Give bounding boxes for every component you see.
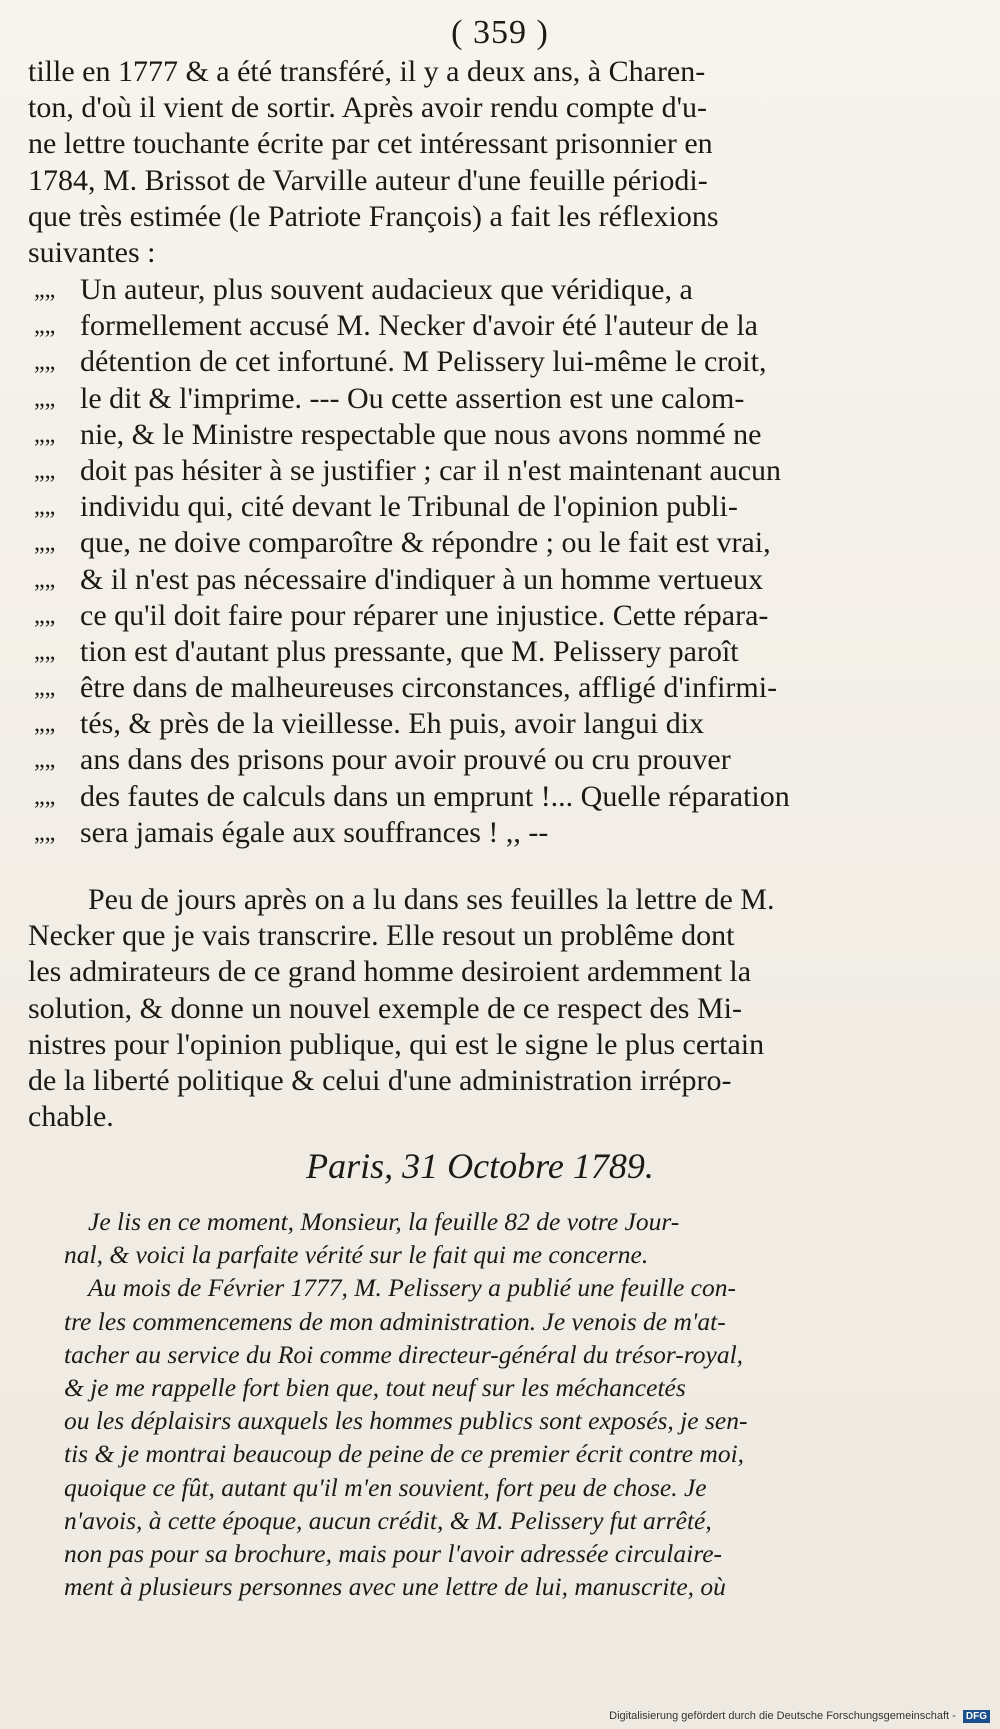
quote-line: „„ sera jamais égale aux souffrances ! ,, -- [28, 815, 952, 851]
quote-line: „„ individu qui, cité devant le Tribunal de l'opinion publi- [28, 489, 952, 525]
text-line: ne lettre touchante écrite par cet intéressant prisonnier en [28, 127, 713, 161]
letter-line: ment à plusieurs personnes avec une lettre de lui, manuscrite, où [64, 1572, 726, 1602]
quoted-reflection [28, 272, 952, 851]
text-line: chable. [28, 1100, 114, 1134]
intro-paragraph [28, 54, 952, 271]
text-line: 1784, M. Brissot de Varville auteur d'une feuille périodi- [28, 163, 708, 197]
quote-line: „„ & il n'est pas nécessaire d'indiquer à un homme vertueux [28, 562, 952, 598]
dfg-logo: DFG [963, 1710, 990, 1723]
text-line: de la liberté politique & celui d'une administration irrépro- [28, 1063, 732, 1097]
quote-line: „„ tion est d'autant plus pressante, que M. Pelissery paroît [28, 634, 952, 670]
text-line: les admirateurs de ce grand homme desiroient ardemment la [28, 955, 752, 989]
letter-line: Je lis en ce moment, Monsieur, la feuille 82 de votre Jour- [88, 1207, 680, 1236]
letter-line: Au mois de Février 1777, M. Pelissery a publié une feuille con- [88, 1273, 736, 1303]
text-line: Peu de jours après on a lu dans ses feuilles la lettre de M. [88, 883, 775, 916]
letter-line: nal, & voici la parfaite vérité sur le fait qui me concerne. [64, 1240, 649, 1270]
page-number: ( 359 ) [451, 14, 549, 51]
quote-line: „„ ans dans des prisons pour avoir prouvé ou cru prouver [28, 742, 952, 778]
text-line: nistres pour l'opinion publique, qui est le signe le plus certain [28, 1027, 765, 1061]
quote-line: „„ détention de cet infortuné. M Pelissery lui-même le croit, [28, 344, 952, 380]
after-paragraph [28, 882, 952, 1135]
quote-line: „„ être dans de malheureuses circonstances, affligé d'infirmi- [28, 670, 952, 706]
quote-line: „„ que, ne doive comparoître & répondre ; ou le fait est vrai, [28, 525, 952, 561]
quote-line: „„ le dit & l'imprime. --- Ou cette assertion est une calom- [28, 381, 952, 417]
digitization-credit [609, 1710, 990, 1723]
letter-line: tre les commencemens de mon administration. Je venois de m'at- [64, 1306, 726, 1336]
text-line: tille en 1777 & a été transféré, il y a deux ans, à Charen- [28, 55, 706, 88]
text-line: solution, & donne un nouvel exemple de ce respect des Mi- [28, 991, 742, 1025]
quote-line: „„ Un auteur, plus souvent audacieux que véridique, a [28, 272, 952, 308]
quote-line: „„ formellement accusé M. Necker d'avoir été l'auteur de la [28, 308, 952, 344]
text-line: ton, d'où il vient de sortir. Après avoir rendu compte d'u- [28, 91, 708, 125]
letter-line: & je me rappelle fort bien que, tout neuf sur les méchancetés [64, 1372, 686, 1402]
text-line: suivantes : [28, 235, 156, 269]
letter-line: tacher au service du Roi comme directeur-général du trésor-royal, [64, 1339, 744, 1369]
quote-line: „„ nie, & le Ministre respectable que nous avons nommé ne [28, 417, 952, 453]
text-line: Necker que je vais transcrire. Elle resout un problême dont [28, 919, 735, 953]
quote-line: „„ tés, & près de la vieillesse. Eh puis, avoir langui dix [28, 706, 952, 742]
letter-line: tis & je montrai beaucoup de peine de ce premier écrit contre moi, [64, 1439, 745, 1469]
quote-line: „„ ce qu'il doit faire pour réparer une injustice. Cette répara- [28, 598, 952, 634]
letter-line: n'avois, à cette époque, aucun crédit, & M. Pelissery fut arrêté, [64, 1505, 712, 1535]
text-line: que très estimée (le Patriote François) a fait les réflexions [28, 199, 719, 233]
quote-line: „„ des fautes de calculs dans un emprunt !... Quelle réparation [28, 779, 952, 815]
letter-line: non pas pour sa brochure, mais pour l'avoir adressée circulaire- [64, 1538, 723, 1568]
necker-letter [64, 1205, 950, 1603]
letter-line: ou les déplaisirs auxquels les hommes publics sont exposés, je sen- [64, 1406, 748, 1436]
letter-line: quoique ce fût, autant qu'il m'en souvient, fort peu de chose. Je [64, 1472, 707, 1502]
letter-dateline: Paris, 31 Octobre 1789. [306, 1146, 654, 1186]
credit-text: Digitalisierung gefördert durch die Deutsche Forschungsgemeinschaft - [609, 1710, 956, 1722]
quote-line: „„ doit pas hésiter à se justifier ; car il n'est maintenant aucun [28, 453, 952, 489]
